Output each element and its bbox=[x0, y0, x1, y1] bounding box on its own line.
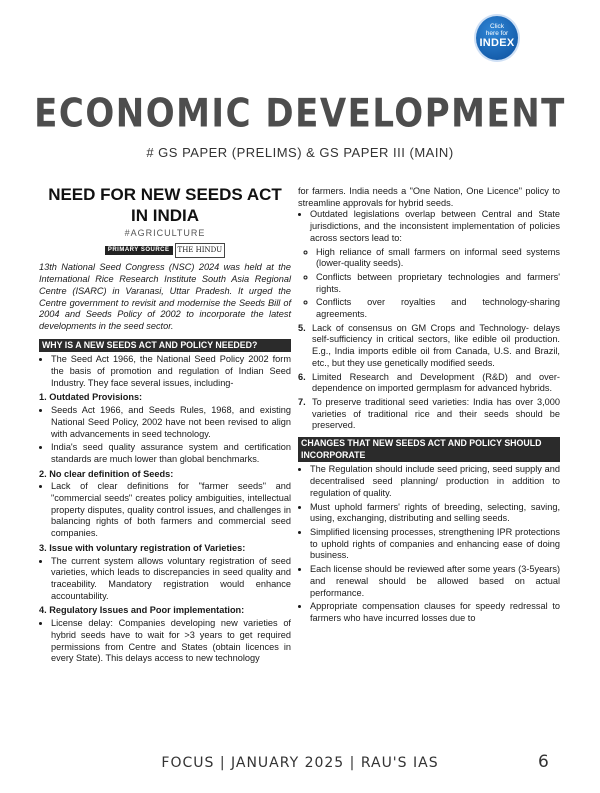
index-link-button[interactable] bbox=[476, 16, 518, 60]
index-link-label: INDEX bbox=[479, 37, 515, 49]
sub-list-item: ◦ High reliance of small farmers on informal seed systems (lower-quality seeds). bbox=[316, 247, 560, 270]
list-item: • The Seed Act 1966, the National Seed Policy 2002 form the basis of promotion and regulation of Indian Seed Industry. They face several issues, including- bbox=[51, 354, 291, 389]
page-footer: FOCUS | JANUARY 2025 | RAU'S IAS bbox=[161, 755, 439, 771]
list-item: • The current system allows voluntary registration of seed varieties, which leads to discrepancies in seed quality and traceability. Mandatory registration would enhance accountability. bbox=[51, 556, 291, 603]
index-link-line2: here for bbox=[485, 30, 509, 37]
subheading-outdated: 1. Outdated Provisions: bbox=[39, 392, 143, 403]
article-title-line1: NEED FOR NEW SEEDS ACT bbox=[48, 185, 282, 204]
list-item: • Must uphold farmers' rights of breeding, selecting, saving, using, exchanging, distributing and selling seeds. bbox=[310, 502, 560, 525]
primary-source-tag: PRIMARY SOURCE bbox=[105, 246, 173, 255]
item-number: 5. bbox=[298, 322, 306, 333]
page-title: ECONOMIC DEVELOPMENT bbox=[34, 91, 566, 137]
item-text: To preserve traditional seed varieties: India has over 3,000 varieties of traditional rice and their seeds should be preserved. bbox=[312, 396, 560, 431]
section-heading-changes: CHANGES THAT NEW SEEDS ACT AND POLICY SHOULD INCORPORATE bbox=[298, 437, 560, 462]
continued-paragraph: for farmers. India needs a "One Nation, One Licence" policy to streamline approvals for hybrid seeds. bbox=[298, 186, 560, 208]
article-title-line2: IN INDIA bbox=[131, 206, 199, 225]
list-item: • Lack of clear definitions for "farmer seeds" and "commercial seeds" creates policy ambiguities, intellectual property disputes, quality control issues, and challenges in balancing rights of both farmers and commercial seed companies. bbox=[51, 481, 291, 540]
item-number: 7. bbox=[298, 396, 306, 407]
list-item: • The Regulation should include seed pricing, seed supply and decentralised seed planning/ production in addition to regulation of quality. bbox=[310, 464, 560, 499]
list-item: • Seeds Act 1966, and Seeds Rules, 1968, and existing National Seed Policy, 2002 have not been revised to align with advancements in seed technology. bbox=[51, 405, 291, 440]
index-link-line1: Click bbox=[489, 23, 505, 30]
subheading-definition: 2. No clear definition of Seeds: bbox=[39, 468, 174, 479]
subheading-registration: 3. Issue with voluntary registration of Varieties: bbox=[39, 542, 246, 553]
left-column bbox=[39, 184, 291, 667]
list-item: • Outdated legislations overlap between Central and State jurisdictions, and the inconsistent implementation of policies across sectors lead to: bbox=[310, 209, 560, 244]
sub-list-item: ◦ Conflicts between proprietary technologies and farmers' rights. bbox=[316, 272, 560, 295]
subheading-regulatory: 4. Regulatory Issues and Poor implementation: bbox=[39, 605, 245, 616]
page-number: 6 bbox=[538, 752, 549, 772]
item-text: Lack of consensus on GM Crops and Technology- delays self-sufficiency in critical sectors, like edible oil production. E.g., India imports edible oil from Canada, U.S. and Brazil, etc., but they use genetically modified seeds. bbox=[312, 322, 560, 368]
list-item: • India's seed quality assurance system and certification standards are much lower than global benchmarks. bbox=[51, 442, 291, 465]
numbered-item bbox=[298, 323, 560, 370]
list-item: • Appropriate compensation clauses for speedy redressal to farmers who have incurred losses due to bbox=[310, 601, 560, 624]
numbered-item bbox=[298, 397, 560, 432]
list-item: • Each license should be reviewed after some years (3-5years) and renewal should be allowed based on actual performance. bbox=[310, 564, 560, 599]
item-text: Limited Research and Development (R&D) and over-dependence on imported germplasm for advanced hybrids. bbox=[312, 371, 560, 394]
page-subtitle: # GS PAPER (PRELIMS) & GS PAPER III (MAIN) bbox=[146, 145, 454, 160]
item-number: 6. bbox=[298, 371, 306, 382]
source-tags bbox=[39, 243, 291, 259]
sub-list-item: ◦ Conflicts over royalties and technology-sharing agreements. bbox=[316, 297, 560, 320]
section-heading-why: WHY IS A NEW SEEDS ACT AND POLICY NEEDED? bbox=[39, 339, 291, 353]
article-hashtag: #AGRICULTURE bbox=[124, 228, 206, 238]
article-intro: 13th National Seed Congress (NSC) 2024 was held at the International Rice Research Institute South Asia Regional Centre (ISARC) in Varanasi, Uttar Pradesh. It urged the Centre government to revisit and modernise the Seeds Bill of 2004 and Seeds Policy of 2002 to incorporate the latest developments in the seed sector. bbox=[39, 262, 291, 331]
list-item: • License delay: Companies developing new varieties of hybrid seeds have to wait for >3 years to get required permissions from Centre and States (obtain licences in every State). This delays access to new technology bbox=[51, 618, 291, 665]
right-column bbox=[298, 186, 560, 627]
numbered-item bbox=[298, 372, 560, 395]
source-name-logo: THE HINDU bbox=[175, 243, 226, 259]
list-item: • Simplified licensing processes, strengthening IPR protections to uphold rights of companies and enhancing ease of doing business. bbox=[310, 527, 560, 562]
